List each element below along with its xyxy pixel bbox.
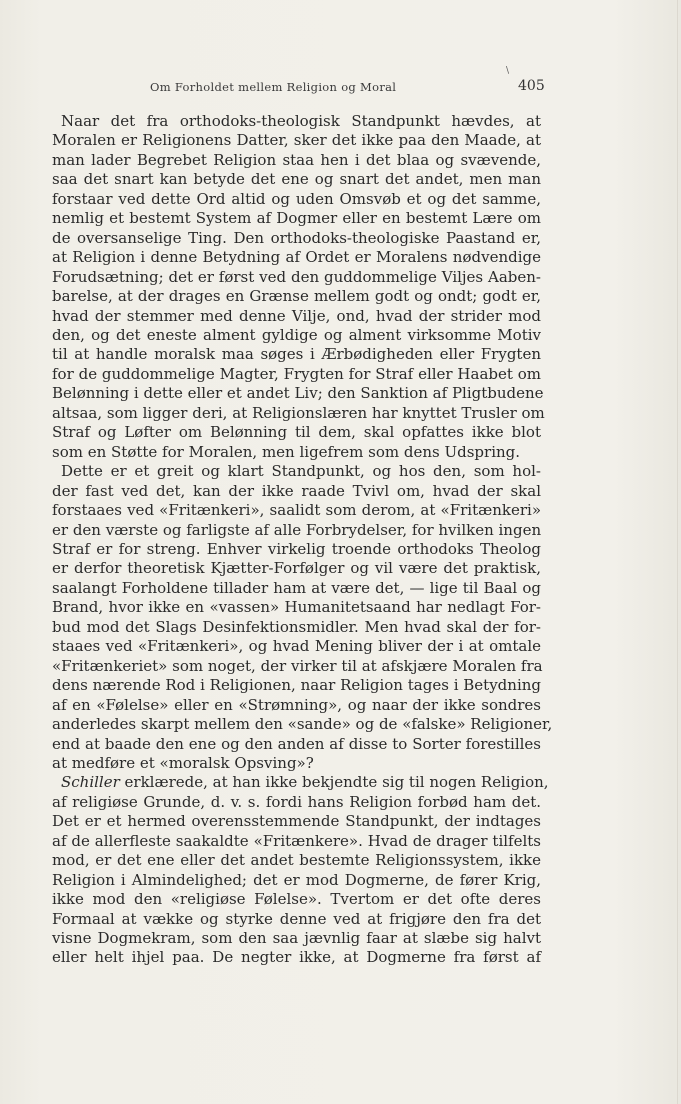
text-line: de oversanselige Ting. Den orthodoks-theologiske Paastand er, (52, 228, 541, 247)
text-line: den, og det eneste alment gyldige og alment virksomme Motiv (52, 325, 541, 344)
text-line: altsaa, som ligger deri, at Religionslæren har knyttet Trusler om (52, 403, 545, 422)
text-line: Brand, hvor ikke en «vassen» Humanitetsaand har nedlagt For- (52, 598, 541, 617)
text-line: Religion i Almindelighed; det er mod Dogmerne, de fører Krig, (52, 870, 541, 889)
text-line: staaes ved «Fritænkeri», og hvad Mening bliver der i at omtale (52, 637, 541, 656)
text-line: visne Dogmekram, som den saa jævnlig faar at slæbe sig halvt (52, 929, 541, 948)
text-line: til at handle moralsk maa søges i Ærbødigheden eller Frygten (52, 345, 541, 364)
italic-name: Schiller (61, 773, 120, 792)
text-line: Naar det fra orthodoks-theologisk Standpunkt hævdes, at (61, 112, 541, 130)
text-line: Dette er et greit og klart Standpunkt, og hos den, som hol- (61, 462, 541, 481)
text-line: er derfor theoretisk Kjætter-Forfølger og vil være det praktisk, (52, 559, 541, 578)
text-line: bud mod det Slags Desinfektionsmidler. Men hvad skal der for- (52, 617, 541, 636)
text-line: saa det snart kan betyde det ene og snart det andet, men man (52, 170, 541, 189)
text-line: som en Støtte for Moralen, men ligefrem som dens Udspring. (52, 442, 521, 461)
text-line: Det er et hermed overensstemmende Standpunkt, der indtages (52, 812, 541, 831)
running-title: Om Forholdet mellem Religion og Moral (150, 80, 397, 94)
text-line: barelse, at der drages en Grænse mellem godt og ondt; godt er, (52, 287, 541, 306)
text-line: forstaar ved dette Ord altid og uden Omsvøb et og det samme, (52, 189, 541, 208)
text-line: saalangt Forholdene tillader ham at være det, — lige til Baal og (52, 578, 541, 597)
text-line: der fast ved det, kan der ikke raade Tvivl om, hvad der skal (52, 481, 541, 500)
text-line: af religiøse Grunde, d. v. s. fordi hans Religion forbød ham det. (52, 792, 541, 811)
text-line: Schiller erklærede, at han ikke bekjendte sig til nogen Religion, (61, 773, 549, 792)
text-line: hvad der stemmer med denne Vilje, ond, hvad der strider mod (52, 306, 541, 325)
text-line: af en «Følelse» eller en «Strømning», og naar der ikke sondres (52, 695, 541, 714)
text-line: af de allerfleste saakaldte «Fritænkere». Hvad de drager tilfelts (52, 831, 541, 850)
text-line: nemlig et bestemt System af Dogmer eller en bestemt Lære om (52, 209, 541, 228)
page-number: 405 (518, 78, 545, 94)
page-edge (677, 0, 678, 1104)
text-line: man lader Begrebet Religion staa hen i det blaa og svævende, (52, 150, 541, 169)
text-line: Straf er for streng. Enhver virkelig troende orthodoks Theolog (52, 539, 541, 558)
text-line: end at baade den ene og den anden af disse to Sorter forestilles (52, 734, 541, 753)
text-line: for de guddommelige Magter, Frygten for Straf eller Haabet om (52, 364, 541, 383)
text-line: at medføre et «moralsk Opsving»? (52, 753, 314, 772)
text-line: «Fritænkeriet» som noget, der virker til at afskjære Moralen fra (52, 656, 543, 675)
text-line: Formaal at vække og styrke denne ved at frigjøre den fra det (52, 909, 541, 928)
text-line: forstaaes ved «Fritænkeri», saalidt som derom, at «Fritænkeri» (52, 501, 541, 520)
text-line: at Religion i denne Betydning af Ordet er Moralens nødvendige (52, 248, 541, 267)
text-line: mod, er det ene eller det andet bestemte Religionssystem, ikke (52, 851, 541, 870)
text-line: Forudsætning; det er først ved den guddommelige Viljes Aaben- (52, 267, 541, 286)
body-text (52, 112, 553, 968)
text-line: Straf og Løfter om Belønning til dem, skal opfattes ikke blot (52, 423, 541, 442)
margin-mark: \ (506, 66, 510, 76)
text-line: Belønning i dette eller et andet Liv; den Sanktion af Pligtbudene (52, 384, 544, 403)
text-line: eller helt ihjel paa. De negter ikke, at Dogmerne fra først af (52, 948, 541, 967)
text-line: er den værste og farligste af alle Forbrydelser, for hvilken ingen (52, 520, 542, 539)
text-line: ikke mod den «religiøse Følelse». Tvertom er det ofte deres (52, 890, 541, 909)
text-line: Moralen er Religionens Datter, sker det ikke paa den Maade, at (52, 131, 541, 150)
text-line: dens nærende Rod i Religionen, naar Religion tages i Betydning (52, 676, 541, 695)
text-line: anderledes skarpt mellem den «sande» og de «falske» Religioner, (52, 715, 553, 734)
